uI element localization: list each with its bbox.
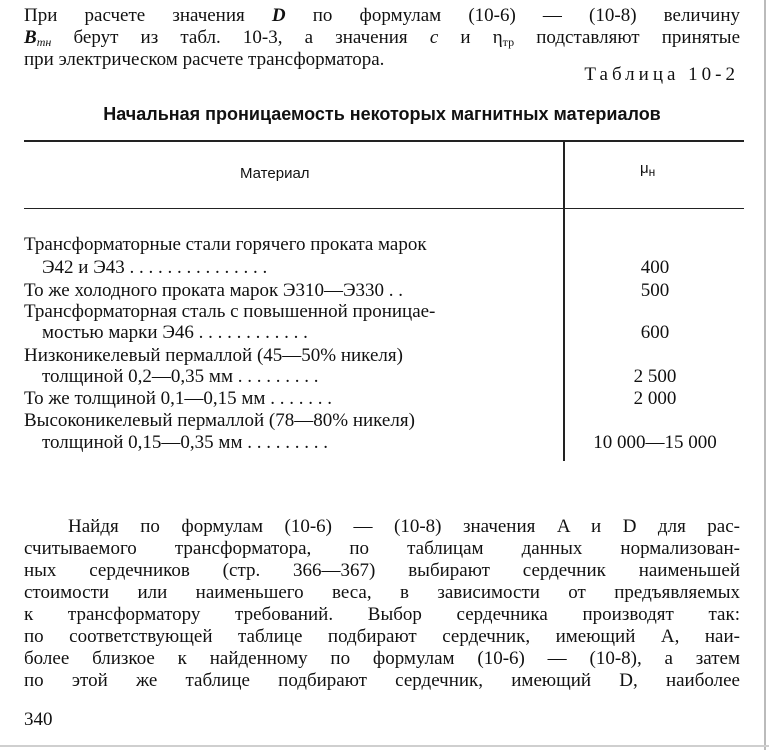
table-row-5-line-1: То же толщиной 0,1—0,15 мм . . . . . . . xyxy=(24,388,332,409)
bottom-rule xyxy=(0,745,769,747)
body-line-6: по соответствующей таблице подбирают сердечник, имеющий A, наи- xyxy=(24,626,740,647)
body-line-3: ных сердечников (стр. 366—367) выбирают сердечник наименьшей xyxy=(24,560,740,581)
page-number: 340 xyxy=(24,709,53,730)
body-line-5: к трансформатору требований. Выбор сердечника производят так: xyxy=(24,604,740,625)
body-line-8: по этой же таблице подбирают сердечник, имеющий D, наиболее xyxy=(24,670,740,691)
table-row-1-line-1: Трансформаторные стали горячего проката марок xyxy=(24,234,427,255)
body-line-7: более близкое к найденному по формулам (10-6) — (10-8), а затем xyxy=(24,648,740,669)
table-row-4-line-1: Низконикелевый пермаллой (45—50% никеля) xyxy=(24,345,403,366)
table-row-6-line-2: толщиной 0,15—0,35 мм . . . . . . . . . xyxy=(42,432,328,453)
table-row-4-line-2: толщиной 0,2—0,35 мм . . . . . . . . . xyxy=(42,366,319,387)
column-header-mu xyxy=(640,160,655,179)
column-header-material: Материал xyxy=(240,165,310,182)
table-row-3-line-1: Трансформаторная сталь с повышенной проницае- xyxy=(24,301,436,322)
table-row-2-value: 500 xyxy=(640,280,670,301)
body-line-2: считываемого трансформатора, по таблицам данных нормализован- xyxy=(24,538,740,559)
intro-line-1 xyxy=(24,5,740,27)
intro-text: подставляют принятые xyxy=(514,27,741,48)
intro-text: При расчете значения xyxy=(24,5,272,26)
table-number: Таблица 10-2 xyxy=(584,64,739,85)
table-row-2-line-1: То же холодного проката марок Э310—Э330 . . xyxy=(24,280,404,301)
subscript-tr: тр xyxy=(502,35,515,49)
symbol-eta: η xyxy=(492,27,503,48)
intro-text: при электрическом расчете трансформатора. xyxy=(24,49,385,70)
mu-symbol: μ xyxy=(640,160,649,177)
body-line-4: стоимости или наименьшего веса, в зависимости от предъявляемых xyxy=(24,582,740,603)
table-row-5-value: 2 000 xyxy=(633,388,677,409)
symbol-d: D xyxy=(271,5,286,26)
symbol-c: c xyxy=(429,27,439,48)
table-row-6-value: 10 000—15 000 xyxy=(593,432,717,453)
table-top-rule xyxy=(24,140,744,142)
table-row-4-value: 2 500 xyxy=(633,366,677,387)
mu-subscript: н xyxy=(648,165,656,179)
intro-text: по формулам (10-6) — (10-8) величину xyxy=(285,5,740,26)
table-row-1-line-2: Э42 и Э43 . . . . . . . . . . . . . . . xyxy=(42,257,268,278)
table-row-3-line-2: мостью марки Э46 . . . . . . . . . . . . xyxy=(42,322,308,343)
intro-text: берут из табл. 10-3, а значения xyxy=(51,27,430,48)
symbol-b: B xyxy=(24,27,37,48)
subscript-mn: mн xyxy=(36,35,52,49)
body-line-1: Найдя по формулам (10-6) — (10-8) значения A и D для рас- xyxy=(68,516,740,537)
table-row-6-line-1: Высоконикелевый пермаллой (78—80% никеля) xyxy=(24,410,415,431)
table-header-rule xyxy=(24,208,744,209)
table-row-3-value: 600 xyxy=(640,322,670,343)
intro-text: и xyxy=(438,27,493,48)
page-edge xyxy=(764,0,766,750)
table-title: Начальная проницаемость некоторых магнитных материалов xyxy=(103,104,661,124)
table-row-1-value: 400 xyxy=(640,257,670,278)
